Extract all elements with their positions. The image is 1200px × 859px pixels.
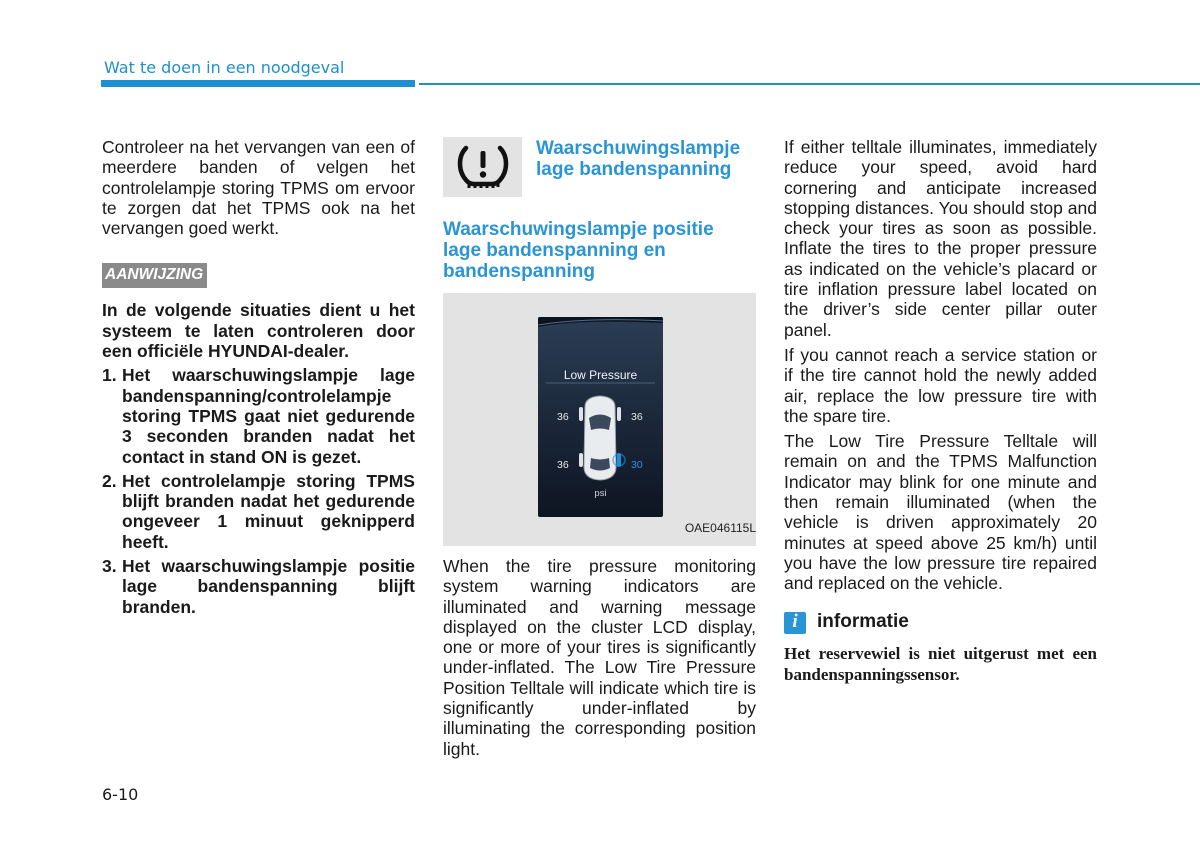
- list-item-number: 3.: [102, 556, 117, 577]
- info-heading: [784, 612, 1097, 634]
- list-item-text: Het waarschuwingslampje positie lage bandenspanning blijft branden.: [122, 556, 415, 617]
- section-heading: Waarschuwingslampje lage bandenspanning: [536, 138, 741, 180]
- note-text: In de volgende situaties dient u het systeem te laten controleren door een officiële HYUNDAI-dealer.: [102, 300, 415, 362]
- list-item-number: 1.: [102, 365, 117, 386]
- figure-code: OAE046115L: [684, 520, 756, 535]
- info-label: informatie: [817, 611, 909, 633]
- column-middle: [443, 137, 756, 759]
- pressure-unit: psi: [594, 488, 607, 499]
- list-item-text: Het waarschuwingslampje lage bandenspanning/controlelampje storing TPMS gaat niet gedurende 3 seconden branden nadat het contact in stand ON is gezet.: [122, 365, 415, 467]
- page-header-title: Wat te doen in een noodgeval: [104, 58, 345, 77]
- tpms-warning-icon: [443, 137, 522, 197]
- tire-pressure-front-left: 36: [557, 411, 569, 423]
- column-left: [102, 137, 415, 617]
- list-item-text: Het controlelampje storing TPMS blijft branden nadat het gedurende ongeveer 1 minuut geknipperd heeft.: [122, 470, 415, 552]
- lcd-screen: [538, 317, 663, 517]
- list-item: [102, 365, 415, 466]
- header-rule-accent: [101, 80, 415, 87]
- paragraph-action: If either telltale illuminates, immediately reduce your speed, avoid hard cornering and anticipate increased stopping distances. You should stop and check your tires as soon as possible. Inflate the tires to the proper pressure as indicated on the vehicle’s placard or tire inflation pressure label located on the driver’s side center pillar outer panel.: [784, 137, 1097, 340]
- tire-pressure-rear-left: 36: [557, 459, 569, 471]
- paragraph-telltale: The Low Tire Pressure Telltale will remain on and the TPMS Malfunction Indicator may blink for one minute and then remain illuminated (when the vehicle is driven approximately 20 minutes at speed above 25 km/h) until you have the low pressure tire repaired and replaced on the vehicle.: [784, 431, 1097, 594]
- tpms-description: When the tire pressure monitoring system warning indicators are illuminated and warning message displayed on the cluster LCD display, one or more of your tires is significantly under-inflated. The Low Tire Pressure Position Telltale will indicate which tire is significantly under-inflated by illuminating the corresponding position light.: [443, 556, 756, 759]
- info-icon: i: [784, 612, 806, 634]
- tire-pressure-front-right: 36: [631, 411, 643, 423]
- note-badge: AANWIJZING: [102, 263, 207, 288]
- tire-pressure-rear-right: 30: [631, 459, 643, 471]
- page-number: 6-10: [102, 785, 139, 804]
- column-right: [784, 137, 1097, 685]
- paragraph-spare: If you cannot reach a service station or if the tire cannot hold the newly added air, replace the low pressure tire with the spare tire.: [784, 344, 1097, 426]
- intro-paragraph: Controleer na het vervangen van een of meerdere banden of velgen het controlelampje storing TPMS om ervoor te zorgen dat het TPMS ook na het vervangen goed werkt.: [102, 137, 415, 239]
- list-item: [102, 471, 415, 552]
- subsection-heading: Waarschuwingslampje positie lage bandenspanning en bandenspanning: [443, 219, 714, 282]
- list-item-number: 2.: [102, 470, 117, 491]
- list-item: [102, 556, 415, 617]
- warning-lamp-row: [443, 137, 756, 197]
- info-text: Het reservewiel is niet uitgerust met een bandenspanningssensor.: [784, 643, 1097, 684]
- lcd-title: Low Pressure: [563, 368, 638, 382]
- header-rule: [419, 83, 1200, 85]
- cluster-display-figure: [443, 293, 756, 546]
